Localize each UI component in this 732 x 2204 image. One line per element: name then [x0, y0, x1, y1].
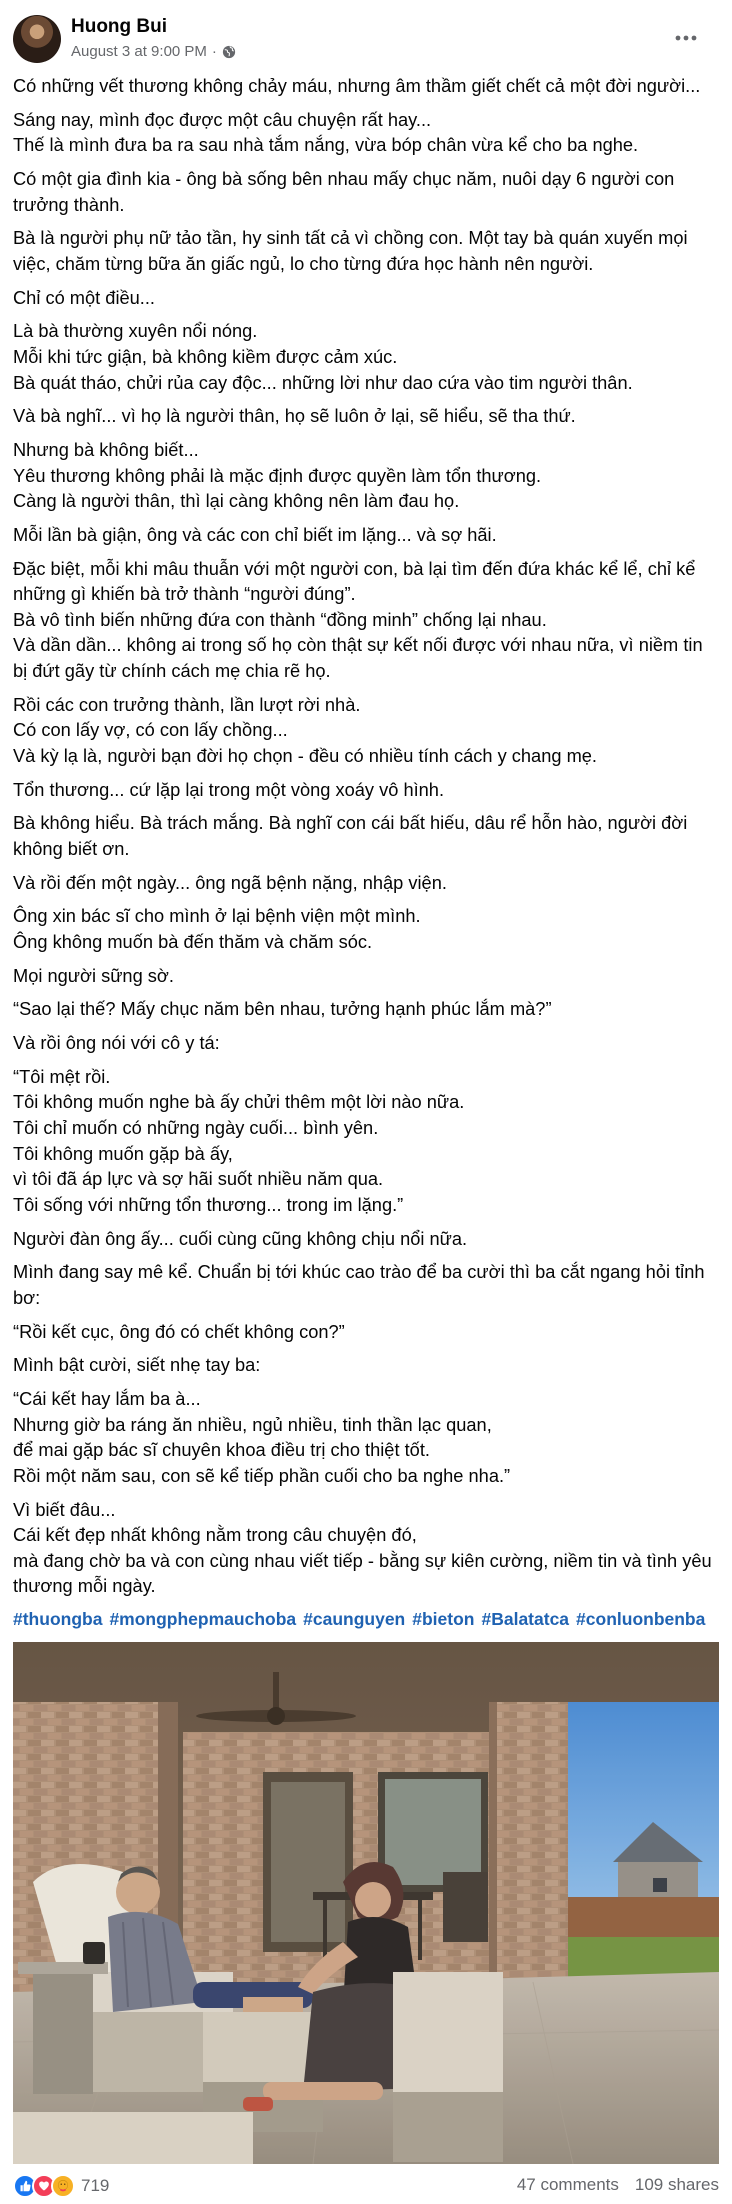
post-paragraph [13, 437, 719, 514]
post-text-line: Chỉ có một điều... [13, 286, 156, 308]
post-text-line: mà đang chờ ba và con cùng nhau viết tiếp - bằng sự kiên cường, niềm tin và tình yêu thương mỗi ngày. [13, 1549, 712, 1597]
post-header [0, 0, 732, 76]
hashtag-link[interactable]: #thuongba [13, 1609, 103, 1630]
post-footer [0, 2164, 732, 2204]
post-text-line: Rồi một năm sau, con sẽ kể tiếp phần cuối cho ba nghe nha.” [13, 1464, 511, 1486]
post-text-line: Bà là người phụ nữ tảo tần, hy sinh tất cả vì chồng con. Một tay bà quán xuyến mọi việc, chăm từng bữa ăn giấc ngủ, lo cho từng đứa học hành nên người. [13, 227, 688, 274]
post-paragraph [13, 225, 719, 276]
post-text-line: Rồi các con trưởng thành, lần lượt rời nhà. [13, 693, 361, 715]
post-paragraph [13, 556, 719, 684]
reaction-count: 719 [81, 2176, 110, 2195]
post-text-line: Tổn thương... cứ lặp lại trong một vòng xoáy vô hình. [13, 778, 445, 800]
more-icon [675, 35, 697, 41]
post-text-line: Và kỳ lạ là, người bạn đời họ chọn - đều có nhiều tính cách y chang mẹ. [13, 745, 597, 767]
hashtag-link[interactable]: #Balatatca [481, 1609, 570, 1630]
post-text-line: Sáng nay, mình đọc được một câu chuyện rất hay... [13, 108, 432, 130]
post-paragraph [13, 403, 719, 429]
post-text-line: Yêu thương không phải là mặc định được quyền làm tổn thương. [13, 464, 542, 486]
post-text-line: Người đàn ông ấy... cuối cùng cũng không chịu nổi nữa. [13, 1227, 468, 1249]
post-paragraph [13, 1386, 719, 1489]
meta-separator: · [211, 43, 217, 60]
post-date[interactable]: August 3 at 9:00 PM [71, 43, 207, 60]
hashtag-link[interactable]: #mongphepmauchoba [109, 1609, 297, 1630]
more-options-button[interactable] [668, 20, 704, 56]
post-text [13, 73, 719, 1633]
post-text-line: để mai gặp bác sĩ chuyên khoa điều trị cho thiệt tốt. [13, 1439, 430, 1461]
post-text-line: Mọi người sững sờ. [13, 964, 174, 986]
post-text-line: Bà quát tháo, chửi rủa cay độc... những lời như dao cứa vào tim người thân. [13, 371, 633, 393]
post-paragraph [13, 522, 719, 548]
post-text-line: Mình bật cười, siết nhẹ tay ba: [13, 1354, 261, 1376]
post-paragraph [13, 870, 719, 896]
hashtag-link[interactable]: #bieton [412, 1609, 475, 1630]
post-text-line: “Rồi kết cục, ông đó có chết không con?” [13, 1320, 345, 1342]
post-paragraph [13, 318, 719, 395]
post-paragraph [13, 810, 719, 861]
post-text-line: Cái kết đẹp nhất không nằm trong câu chuyện đó, [13, 1524, 417, 1546]
post-text-line: Và dần dần... không ai trong số họ còn thật sự kết nối được với nhau nữa, vì niềm tin bị đứt gãy từ chính cách mẹ chia rẽ họ. [13, 634, 703, 682]
post-text-line: Càng là người thân, thì lại càng không nên làm đau họ. [13, 490, 460, 512]
post-text-line: Tôi chỉ muốn có những ngày cuối... bình yên. [13, 1116, 379, 1138]
engagement-stats [517, 2175, 719, 2195]
post-text-line: Nhưng bà không biết... [13, 438, 199, 460]
hashtag-row [13, 1607, 719, 1633]
care-icon [51, 2174, 75, 2198]
post-text-line: Có một gia đình kia - ông bà sống bên nhau mấy chục năm, nuôi dạy 6 người con trưởng thành. [13, 167, 675, 215]
post-text-line: Thế là mình đưa ba ra sau nhà tắm nắng, vừa bóp chân vừa kể cho ba nghe. [13, 134, 639, 156]
post-text-line: Và bà nghĩ... vì họ là người thân, họ sẽ luôn ở lại, sẽ hiểu, sẽ tha thứ. [13, 405, 576, 427]
post-text-line: Nhưng giờ ba ráng ăn nhiều, ngủ nhiều, tinh thần lạc quan, [13, 1413, 492, 1435]
reaction-summary[interactable] [13, 2174, 109, 2198]
post-text-line: Có những vết thương không chảy máu, nhưng âm thầm giết chết cả một đời người... [13, 75, 701, 96]
author-avatar[interactable] [13, 15, 61, 63]
post-paragraph [13, 1319, 719, 1345]
post-text-line: Đặc biệt, mỗi khi mâu thuẫn với một người con, bà lại tìm đến đứa khác kể lể, chỉ kể những gì khiến bà trở thành “người đúng”. [13, 557, 696, 605]
post-paragraph [13, 996, 719, 1022]
patio-photo-illustration [13, 1642, 719, 2164]
hashtag-link[interactable]: #caunguyen [303, 1609, 406, 1630]
post-text-line: “Sao lại thế? Mấy chục năm bên nhau, tưởng hạnh phúc lắm mà?” [13, 998, 552, 1020]
post-paragraph [13, 777, 719, 803]
post-paragraphs [13, 73, 719, 1599]
post-text-line: “Cái kết hay lắm ba à... [13, 1387, 201, 1409]
post-paragraph [13, 963, 719, 989]
post-paragraph [13, 692, 719, 769]
post-paragraph [13, 73, 719, 99]
post-text-line: Tôi không muốn gặp bà ấy, [13, 1142, 233, 1164]
comments-link[interactable]: 47 comments [516, 2175, 619, 2194]
post-text-line: Vì biết đâu... [13, 1498, 116, 1520]
post-paragraph [13, 1226, 719, 1252]
post-text-line: Có con lấy vợ, có con lấy chồng... [13, 719, 288, 741]
shares-link[interactable]: 109 shares [634, 2175, 719, 2194]
post-text-line: Ông xin bác sĩ cho mình ở lại bệnh viện một mình. [13, 905, 421, 927]
post-paragraph [13, 1497, 719, 1600]
post-text-line: Ông không muốn bà đến thăm và chăm sóc. [13, 931, 373, 953]
post-text-line: Mỗi lần bà giận, ông và các con chỉ biết im lặng... và sợ hãi. [13, 523, 497, 545]
post-paragraph [13, 1030, 719, 1056]
post-text-line: Tôi sống với những tổn thương... trong im lặng.” [13, 1193, 404, 1215]
post-paragraph [13, 1352, 719, 1378]
hashtag-link[interactable]: #conluonbenba [576, 1609, 706, 1630]
post-paragraph [13, 1064, 719, 1218]
post-text-line: Tôi không muốn nghe bà ấy chửi thêm một lời nào nữa. [13, 1091, 465, 1113]
post-paragraph [13, 107, 719, 158]
author-name[interactable]: Huong Bui [71, 16, 168, 37]
post-meta [71, 43, 236, 60]
post-paragraph [13, 1259, 719, 1310]
post-text-line: Là bà thường xuyên nổi nóng. [13, 320, 258, 342]
post-text-line: vì tôi đã áp lực và sợ hãi suốt nhiều năm qua. [13, 1168, 384, 1190]
post-text-line: Bà vô tình biến những đứa con thành “đồng minh” chống lại nhau. [13, 608, 547, 630]
post-text-line: Bà không hiểu. Bà trách mắng. Bà nghĩ con cái bất hiếu, dâu rể hỗn hào, người đời không biết ơn. [13, 812, 688, 860]
post-paragraph [13, 285, 719, 311]
post-text-line: Và rồi ông nói với cô y tá: [13, 1032, 220, 1053]
post-text-line: Mỗi khi tức giận, bà không kiềm được cảm xúc. [13, 345, 398, 367]
post-photo[interactable] [13, 1642, 719, 2164]
post-text-line: Mình đang say mê kể. Chuẩn bị tới khúc cao trào để ba cười thì ba cắt ngang hỏi tỉnh bơ: [13, 1261, 705, 1308]
post-text-line: Và rồi đến một ngày... ông ngã bệnh nặng, nhập viện. [13, 871, 447, 893]
globe-icon[interactable] [222, 45, 236, 59]
post-paragraph [13, 166, 719, 217]
post-text-line: “Tôi mệt rồi. [13, 1065, 111, 1087]
post-paragraph [13, 903, 719, 954]
